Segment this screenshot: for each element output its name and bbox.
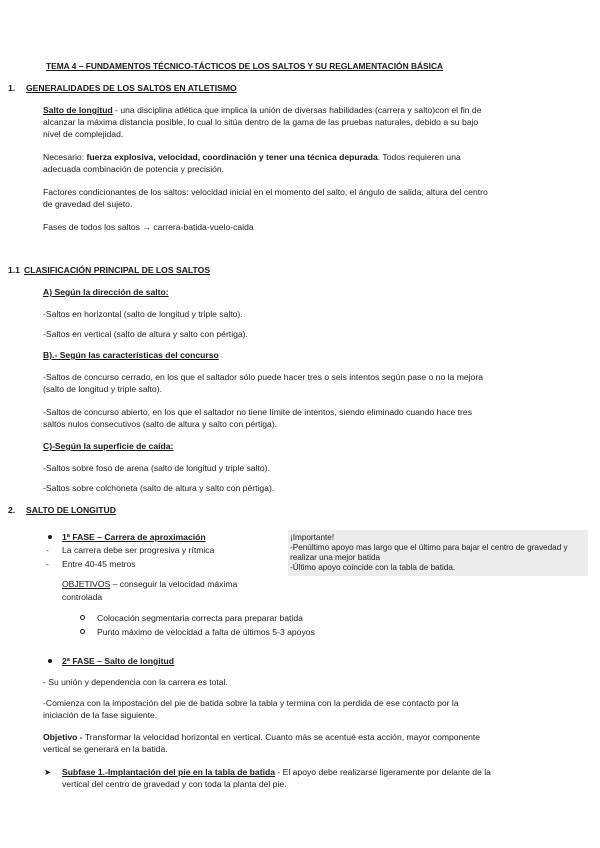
bullet-icon [48, 535, 52, 539]
list-item: Punto máximo de velocidad a falta de últimos 5-3 apoyos [97, 627, 315, 637]
subfase-1-label: Subfase 1.-Implantación del pie en la tabla de batida [62, 767, 275, 777]
text: – conseguir la velocidad máxima [110, 579, 238, 589]
phase-1-heading: 1ª FASE – Carrera de aproximación [62, 532, 206, 542]
phase-2-heading: 2ª FASE – Salto de longitud [62, 656, 175, 666]
section-1-1-heading: CLASIFICACIÓN PRINCIPAL DE LOS SALTOS [24, 265, 211, 275]
section-1-heading: GENERALIDADES DE LOS SALTOS EN ATLETISMO [26, 83, 237, 93]
text: - una disciplina atlética que implica la unión de diversas habilidades (carrera y salto)con el fin de [112, 105, 482, 115]
note-line: -Último apoyo coincide con la tabla de batida. [290, 563, 456, 572]
important-note-box [288, 530, 588, 576]
page-title: TEMA 4 – FUNDAMENTOS TÉCNICO-TÁCTICOS DE LOS SALTOS Y SU REGLAMENTACIÓN BÁSICA [46, 61, 444, 71]
list-item: Colocación segmentaria correcta para preparar batida [97, 613, 303, 623]
term-salto-longitud: Salto de longitud [43, 105, 113, 115]
list-item: -Saltos de concurso abierto, en los que el saltador no tiene límite de intentos, siendo eliminado cuando hace tres [43, 407, 472, 417]
subheading-direccion: A) Según la dirección de salto: [43, 287, 169, 297]
list-item: -Saltos de concurso cerrado, en los que el saltador sólo puede hacer tres o seis intentos según pase o no la mejora [43, 372, 483, 382]
text: Transformar la velocidad horizontal en vertical. Cuanto más se acentué esta acción, mayor componente [82, 732, 481, 742]
objetivo-label: Objetivo - [43, 732, 83, 742]
list-item: -Saltos sobre foso de arena (salto de longitud y triple salto). [43, 463, 270, 473]
note-line: -Penúltimo apoyo mas largo que el último para bajar el centro de gravedad y [290, 543, 568, 552]
text: . Todos requieren una [377, 152, 461, 162]
text-line: controlada [62, 592, 103, 602]
objetivo-line [43, 731, 480, 743]
text: Necesario: [43, 152, 87, 162]
bullet-icon [48, 659, 52, 663]
subheading-concurso: B).- Según las características del concurso [43, 350, 219, 360]
subheading-superficie: C)-Según la superficie de caída: [43, 441, 174, 451]
paragraph-necesario [43, 151, 461, 163]
list-item: -Saltos sobre colchoneta (salto de altura y salto con pértiga). [43, 483, 275, 493]
section-1-1-number: 1.1 [8, 265, 20, 275]
list-item: La carrera debe ser progresiva y rítmica [62, 545, 215, 555]
dash-marker: - [46, 545, 49, 555]
text: - El apoyo debe realizarse ligeramente por delante de la [275, 767, 491, 777]
list-item: - Su unión y dependencia con la carrera es total. [43, 677, 228, 687]
subfase-1-line [62, 766, 491, 778]
objetivos-label: OBJETIVOS [62, 579, 111, 589]
text-line: adecuada combinación de potencia y precisión. [43, 164, 225, 174]
note-line: realizar una mejor batida [290, 553, 381, 562]
section-2-number: 2. [8, 505, 16, 515]
text-line: saltos nulos consecutivos (salto de altura y salto con pértiga). [43, 419, 278, 429]
list-item: -Comienza con la impostación del pie de batida sobre la tabla y termina con la perdida de ese contacto por la [43, 698, 459, 708]
section-1-number: 1. [8, 83, 16, 93]
text-line: alcanzar la máxima distancia posible, lo cual lo sitúa dentro de la gama de las pruebas naturales, debido a su bajo [43, 117, 479, 127]
text-line: (salto de longitud y triple salto). [43, 384, 162, 394]
paragraph-longitud-definition [43, 104, 481, 116]
text-line: vertical del centro de gravedad y con toda la planta del pie. [62, 779, 287, 789]
list-item: Entre 40-45 metros [62, 559, 136, 569]
section-2-heading: SALTO DE LONGITUD [26, 505, 116, 515]
bold-requirements: fuerza explosiva, velocidad, coordinación y tener una técnica depurada [86, 152, 378, 162]
paragraph-factores: Factores condicionantes de los saltos: velocidad inicial en el momento del salto, el ángulo de salida, altura del centro [43, 187, 488, 197]
text-line: de gravedad del sujeto. [43, 199, 133, 209]
list-item: -Saltos en horizontal (salto de longitud y triple salto). [43, 309, 243, 319]
objetivos-line [62, 578, 237, 590]
text-line: vertical se generará en la batida. [43, 744, 168, 754]
text-line: nivel de complejidad. [43, 129, 124, 139]
note-title: ¡Importante! [290, 533, 335, 542]
circle-bullet-icon [80, 629, 85, 634]
arrow-bullet-icon: ➤ [44, 767, 52, 777]
circle-bullet-icon [80, 615, 85, 620]
list-item: -Saltos en vertical (salto de altura y salto con pértiga). [43, 329, 248, 339]
dash-marker: - [46, 559, 49, 569]
paragraph-fases: Fases de todos los saltos → carrera-batida-vuelo-caida [43, 222, 254, 232]
text-line: iniciación de la fase siguiente. [43, 710, 158, 720]
